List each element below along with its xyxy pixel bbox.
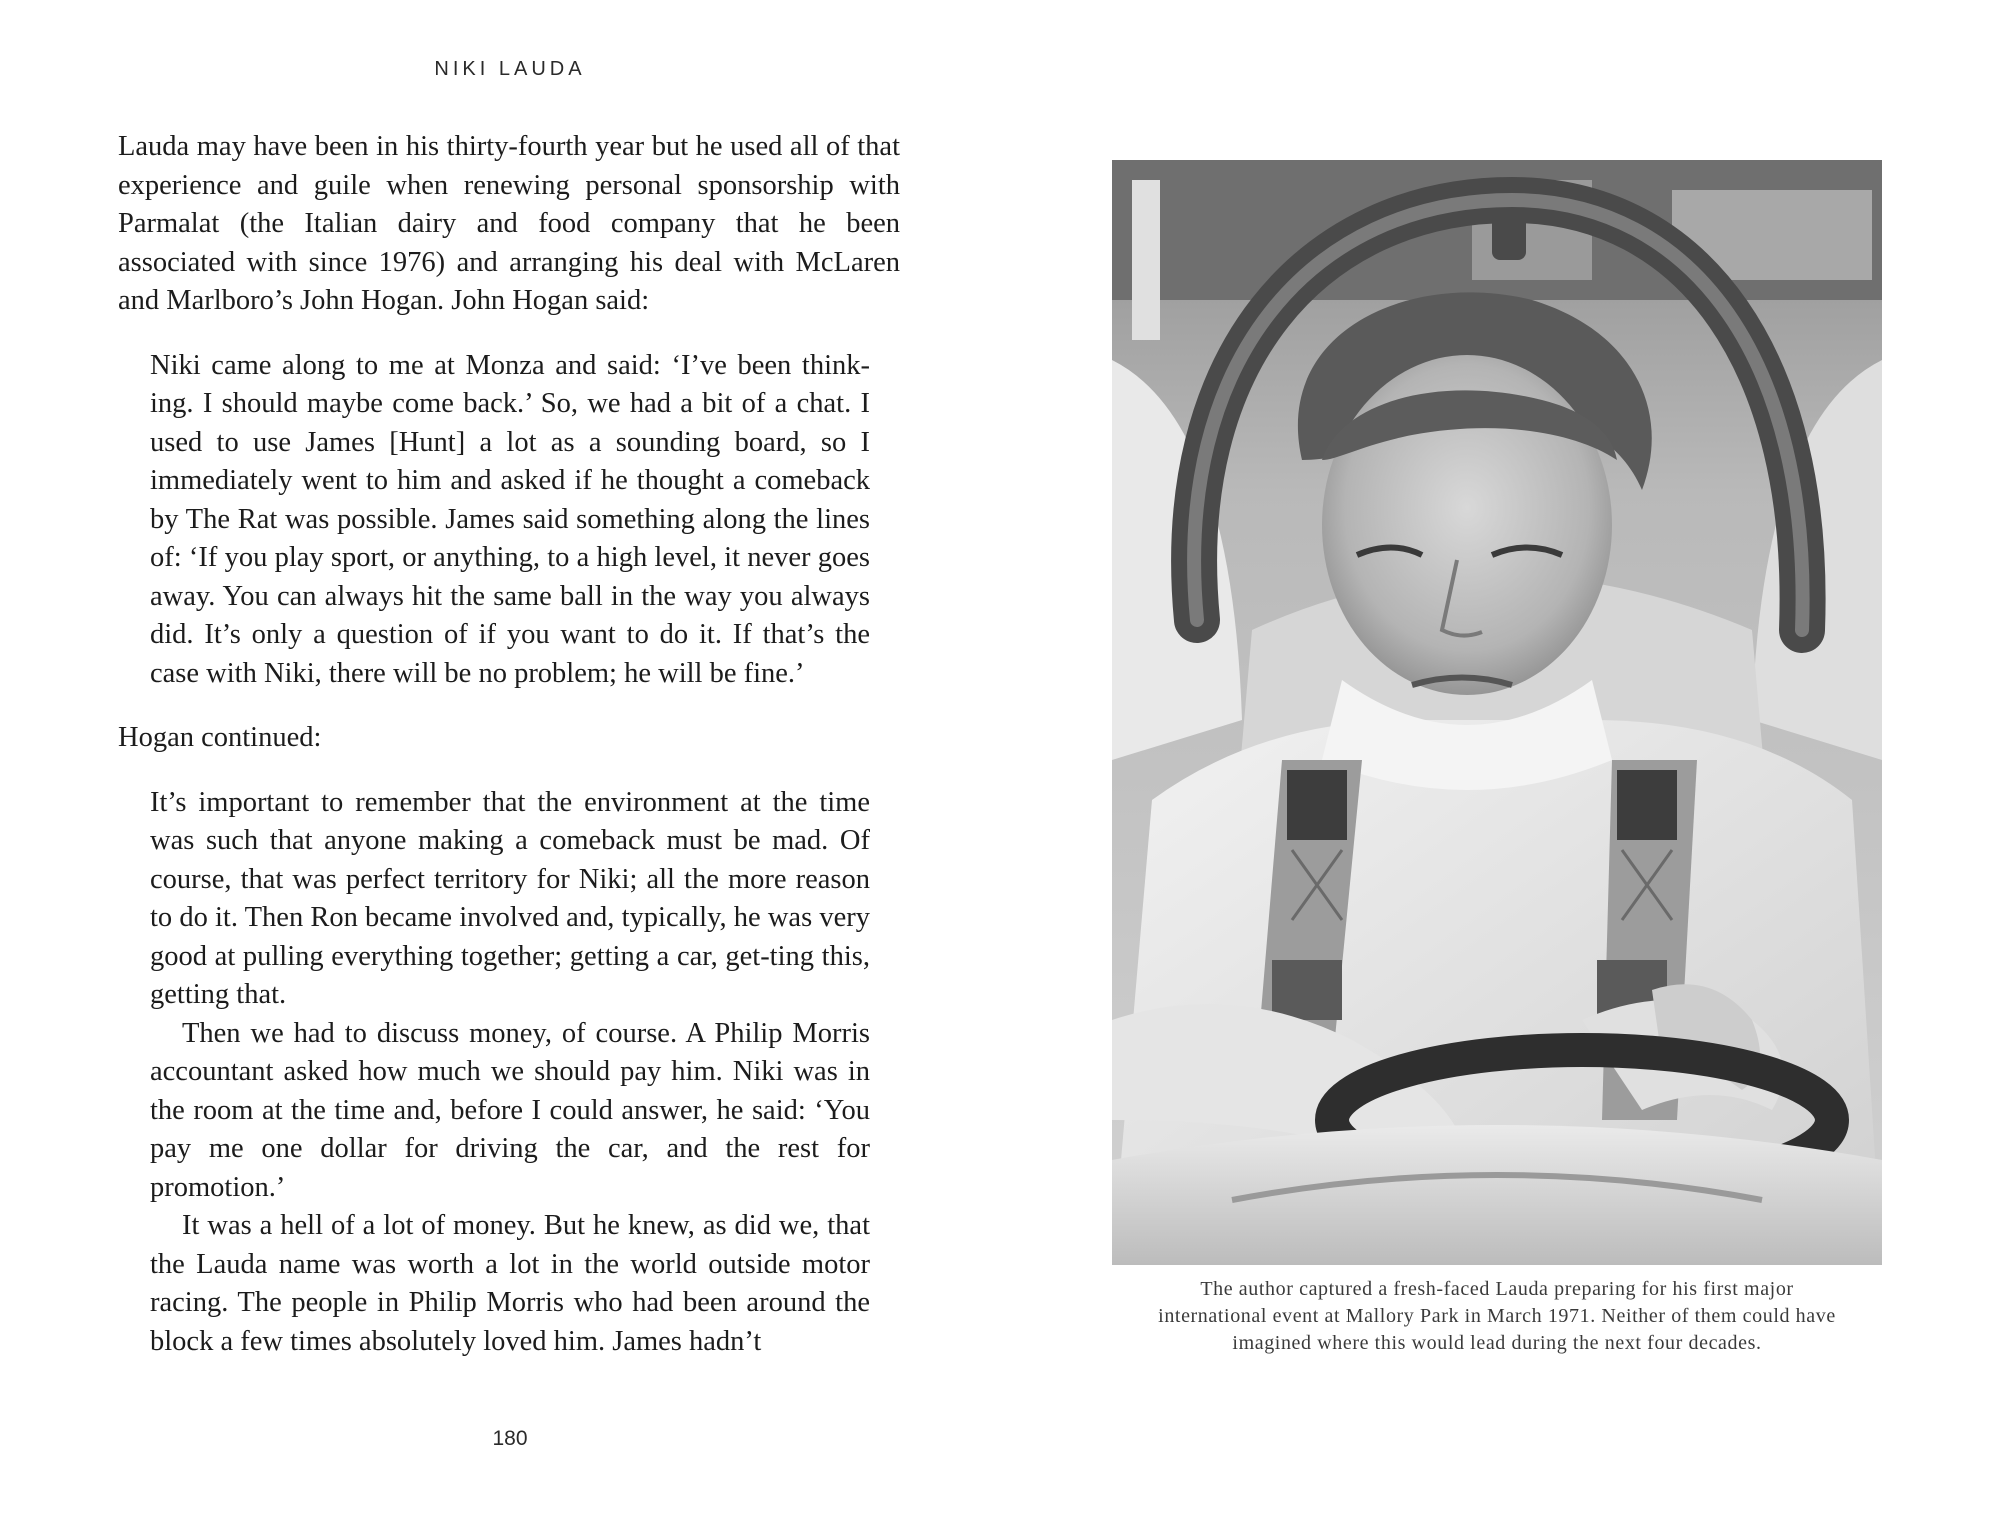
caption-line-2: international event at Mallory Park in March 1971. Neither of them could have <box>1158 1305 1836 1327</box>
page-number: 180 <box>492 1427 528 1450</box>
running-head: NIKI LAUDA <box>434 58 586 80</box>
caption-line-1: The author captured a fresh-faced Lauda preparing for his first major <box>1200 1278 1794 1300</box>
quote-hogan-2: It’s important to remember that the environment at the time was such that anyone making a comeback must be mad. Of course, that was perfect territory for Niki; all the more reason to do it. Then Ron became involved and, typically, he was very good at pulling everything together; getting a car, get-ting this, getting that. <box>150 786 870 1010</box>
paragraph-hogan-continued: Hogan continued: <box>118 722 322 753</box>
photograph-lauda <box>1112 160 1882 1265</box>
quote-hogan-3: Then we had to discuss money, of course. A Philip Morris accountant asked how much we should pay him. Niki was in the room at the time and, before I could answer, he said: ‘You pay me one dollar for driving the car, and the rest for promotion.’ <box>150 1017 870 1203</box>
paragraph-intro: Lauda may have been in his thirty-fourth year but he used all of that experience and guile when renewing personal sponsorship with Parmalat (the Italian dairy and food company that he been associated with since 1976) and arranging his deal with McLaren and Marlboro’s John Hogan. John Hogan said: <box>118 131 900 316</box>
quote-hogan-1: Niki came along to me at Monza and said: ‘I’ve been think-ing. I should maybe come back.’ So, we had a bit of a chat. I used to use James [Hunt] a lot as a sounding board, so I immediately went to him and asked if he thought a comeback by The Rat was possible. James said something along the lines of: ‘If you play sport, or anything, to a high level, it never goes away. You can always hit the same ball in the way you always did. It’s only a question of if you want to do it. If that’s the case with Niki, there will be no problem; he will be fine.’ <box>150 349 870 689</box>
photo-illustration <box>1112 160 1882 1265</box>
quote-hogan-4: It was a hell of a lot of money. But he knew, as did we, that the Lauda name was worth a lot in the world outside motor racing. The people in Philip Morris who had been around the block a few times absolutely loved him. James hadn’t <box>150 1210 870 1357</box>
caption-line-3: imagined where this would lead during the next four decades. <box>1232 1332 1762 1354</box>
photo-caption <box>1100 1276 1894 1357</box>
body-text <box>118 128 900 1361</box>
